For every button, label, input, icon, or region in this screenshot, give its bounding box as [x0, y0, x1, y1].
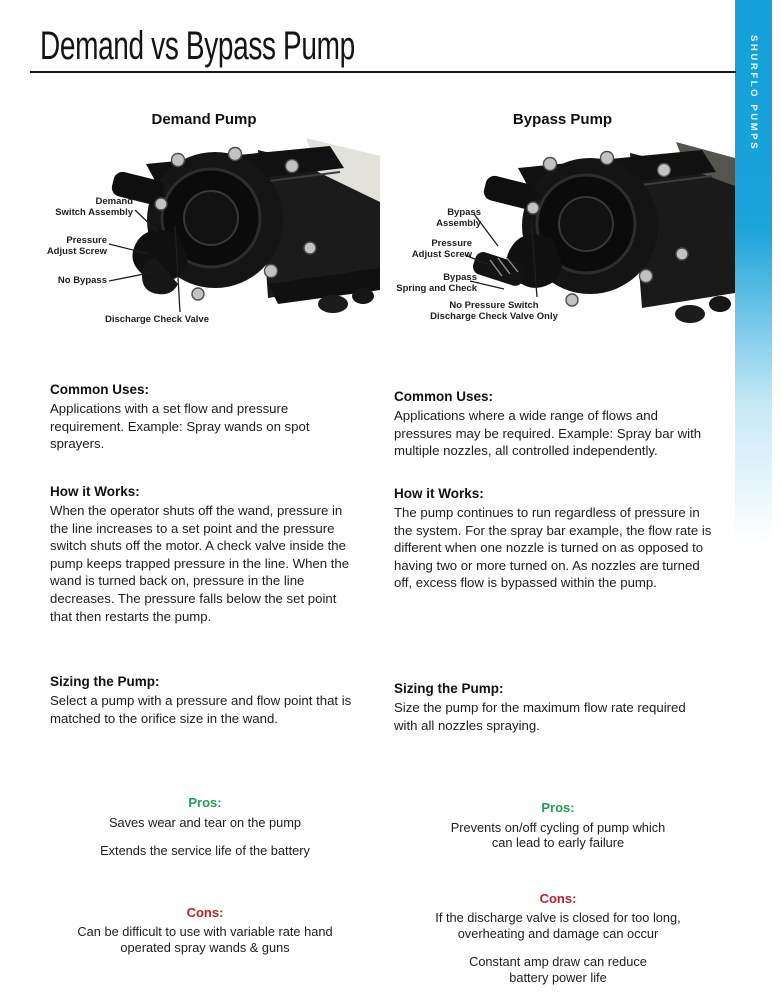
bypass-common-uses-body: Applications where a wide range of flows and pressures may be required. Example: Spray bar with multiple nozzles, all controlled independently. — [394, 408, 702, 459]
demand-common-uses-section — [50, 382, 352, 453]
callout-bypass-spring-and-check: Bypass Spring and Check — [396, 272, 477, 294]
callout-bypass-assembly: Bypass Assembly — [436, 207, 481, 229]
demand-common-uses-body: Applications with a set flow and pressure requirement. Example: Spray wands on spot sprayers. — [50, 401, 310, 452]
demand-pros-item: Saves wear and tear on the pump — [108, 814, 302, 830]
bypass-sizing-heading: Sizing the Pump: — [394, 681, 504, 696]
brand-sidebar-label: SHURFLO PUMPS — [748, 35, 759, 152]
callout-pressure-adjust-screw: Pressure Adjust Screw — [411, 238, 472, 260]
demand-pros-item: Extends the service life of the battery — [100, 843, 310, 858]
callout-no-bypass: No Bypass — [57, 275, 107, 286]
bypass-common-uses-heading: Common Uses: — [394, 389, 494, 404]
callout-discharge-check-valve: Discharge Check Valve — [104, 314, 210, 325]
demand-cons-item: Can be difficult to use with variable rate hand operated spray wands & guns — [77, 924, 333, 955]
bypass-sizing-body: Size the pump for the maximum flow rate required with all nozzles spraying. — [394, 700, 686, 733]
demand-common-uses-heading: Common Uses: — [50, 382, 150, 397]
demand-sizing-heading: Sizing the Pump: — [50, 674, 160, 689]
bypass-pump-figure — [390, 108, 735, 345]
callout-no-pressure-switch: No Pressure Switch Discharge Check Valve Only — [430, 300, 558, 322]
page-title: Demand vs Bypass Pump — [40, 24, 355, 68]
bypass-cons-item: Constant amp draw can reduce battery power life — [469, 954, 647, 985]
demand-pump-figure — [28, 108, 380, 345]
bypass-how-it-works-section — [394, 486, 712, 592]
bypass-pros-item: Prevents on/off cycling of pump which can lead to early failure — [450, 819, 666, 850]
callout-demand-switch-assembly: Demand Switch Assembly — [55, 196, 133, 218]
demand-how-it-works-body: When the operator shuts off the wand, pressure in the line increases to a set point and the pressure switch shuts off the motor. A check valve inside the pump keeps trapped pressure in the line. When the wand is turned back on, pressure in the line decreases. The pressure falls below the set point that then restarts the pump. — [50, 503, 350, 624]
bypass-figure-title: Bypass Pump — [512, 111, 613, 128]
demand-cons-heading: Cons: — [186, 904, 224, 920]
bypass-cons-heading: Cons: — [539, 890, 577, 906]
demand-pros-cons — [40, 795, 370, 968]
demand-pump-illustration — [28, 108, 380, 345]
bypass-pros-heading: Pros: — [541, 800, 575, 815]
title-underline — [30, 71, 736, 73]
demand-sizing-section — [50, 674, 352, 727]
bypass-common-uses-section — [394, 389, 712, 460]
bypass-how-it-works-heading: How it Works: — [394, 486, 484, 501]
bypass-pros-cons — [388, 800, 728, 998]
demand-how-it-works-heading: How it Works: — [50, 484, 140, 499]
brand-sidebar — [735, 0, 772, 545]
bypass-sizing-section — [394, 681, 712, 734]
bypass-cons-item: If the discharge valve is closed for too long, overheating and damage can occur — [435, 910, 681, 941]
demand-figure-title: Demand Pump — [151, 111, 257, 128]
demand-sizing-body: Select a pump with a pressure and flow point that is matched to the orifice size in the wand. — [50, 693, 352, 726]
demand-pros-heading: Pros: — [188, 795, 222, 810]
bypass-how-it-works-body: The pump continues to run regardless of pressure in the system. For the spray bar example, the flow rate is different when one nozzle is turned on as opposed to having two or more turned on. As nozzles are turned off, excess flow is bypassed within the pump. — [394, 505, 712, 591]
callout-pressure-adjust-screw: Pressure Adjust Screw — [46, 235, 107, 257]
demand-how-it-works-section — [50, 484, 352, 625]
